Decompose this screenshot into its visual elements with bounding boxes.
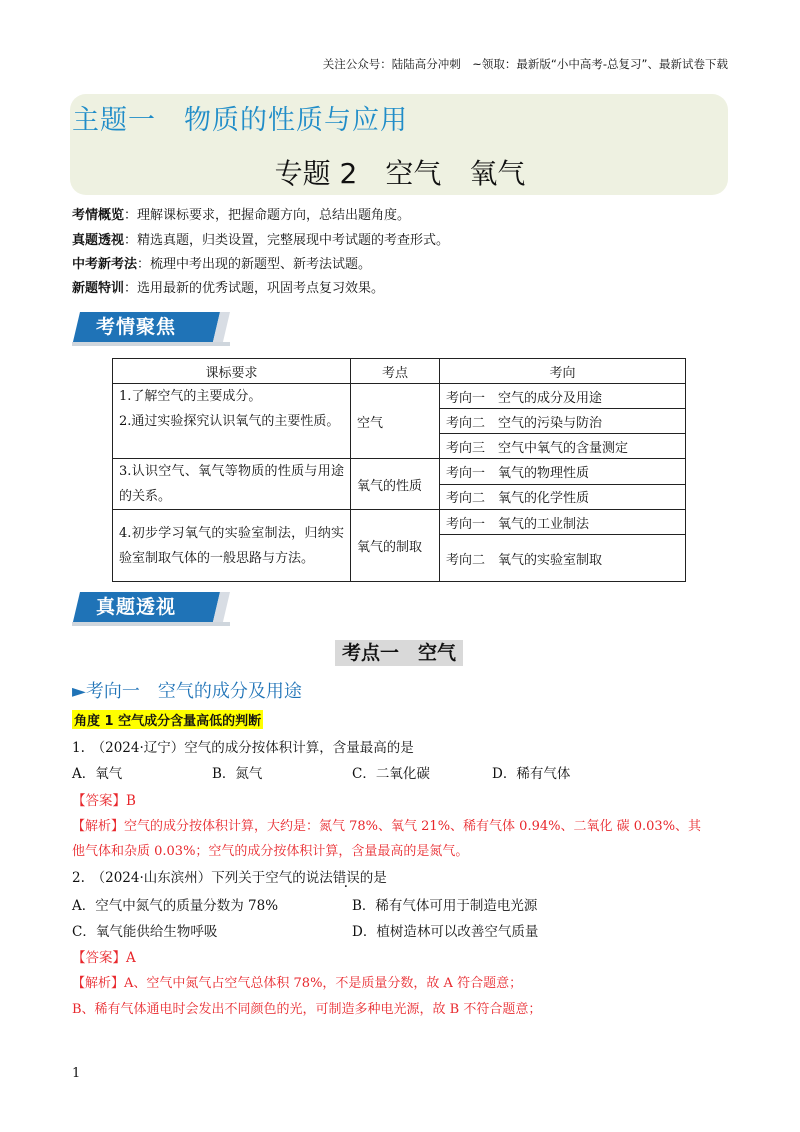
analysis: 【解析】空气的成分按体积计算，大约是：氮气 78%、氧气 21%、稀有气体 0.94%、二氧化 碳 0.03%、其: [72, 819, 702, 834]
table-cell: 4.初步学习氧气的实验室制法，归纳实验室制取气体的一般思路与方法。: [113, 510, 351, 582]
analysis: 【解析】A、空气中氮气占空气总体积 78%，不是质量分数，故 A 符合题意；: [72, 976, 523, 991]
table-cell: 1.了解空气的主要成分。 2.通过实验探究认识氧气的主要性质。: [113, 384, 351, 459]
topic-title: 专题 2 空气 氧气: [274, 157, 526, 190]
emphasis-text: 错误: [332, 870, 360, 886]
table-cell: 考向一 氧气的物理性质: [440, 459, 686, 485]
intro-line: 考情概览：理解课标要求，把握命题方向，总结出题角度。: [72, 208, 411, 223]
option: B．稀有气体可用于制造电光源: [352, 898, 538, 914]
table-cell: 氧气的制取: [351, 510, 440, 582]
table-cell: 考向二 空气的污染与防治: [440, 409, 686, 434]
analysis: 他气体和杂质 0.03%；空气的成分按体积计算，含量最高的是氮气。: [72, 844, 469, 859]
kaodian-title: 考点一 空气: [335, 640, 463, 666]
table-cell: 考向一 空气的成分及用途: [440, 384, 686, 409]
option: D．稀有气体: [492, 766, 571, 782]
answer: 【答案】B: [72, 793, 136, 809]
table-cell: 考向三 空气中氧气的含量测定: [440, 434, 686, 459]
table-cell: 空气: [351, 384, 440, 459]
table-header: 考向: [440, 359, 686, 384]
table-cell: 考向二 氧气的化学性质: [440, 484, 686, 510]
intro-line: 真题透视：精选真题，归类设置，完整展现中考试题的考查形式。: [72, 233, 450, 248]
section-tab-questions: 真题透视: [72, 586, 230, 626]
kaoxiang-title: ►考向一 空气的成分及用途: [72, 681, 302, 702]
question-stem: 1. （2024·辽宁）空气的成分按体积计算，含量最高的是: [72, 740, 414, 756]
table-header: 考点: [351, 359, 440, 384]
table-cell: 3.认识空气、氧气等物质的性质与用途的关系。: [113, 459, 351, 510]
theme-title: 主题一 物质的性质与应用: [72, 105, 408, 136]
intro-line: 中考新考法：梳理中考出现的新题型、新考法试题。: [72, 257, 372, 272]
page-number: 1: [72, 1066, 81, 1081]
analysis: B、稀有气体通电时会发出不同颜色的光，可制造多种电光源，故 B 不符合题意；: [72, 1002, 542, 1017]
option: C．二氧化碳: [352, 766, 430, 782]
table-cell: 考向一 氧气的工业制法: [440, 510, 686, 535]
option: B．氮气: [212, 766, 263, 782]
option: A．空气中氮气的质量分数为 78%: [72, 898, 279, 914]
table-header: 课标要求: [113, 359, 351, 384]
answer: 【答案】A: [72, 950, 136, 966]
option: D．植树造林可以改善空气质量: [352, 924, 539, 940]
angle-label: 角度 1 空气成分含量高低的判断: [72, 710, 263, 729]
header-note: 关注公众号：陆陆高分冲刺 ~领取：最新版“小中高考-总复习”、最新试卷下载: [322, 57, 728, 71]
question-stem: 2. （2024·山东滨州）下列关于空气的说法错误的是: [72, 870, 387, 886]
option: C．氧气能供给生物呼吸: [72, 924, 218, 940]
table-cell: 氧气的性质: [351, 459, 440, 510]
intro-line: 新题特训：选用最新的优秀试题，巩固考点复习效果。: [72, 281, 385, 296]
requirements-table: [112, 358, 686, 582]
option: A．氧气: [72, 766, 123, 782]
table-cell: 考向二 氧气的实验室制取: [440, 535, 686, 582]
section-tab-focus: 考情聚焦: [72, 306, 230, 346]
